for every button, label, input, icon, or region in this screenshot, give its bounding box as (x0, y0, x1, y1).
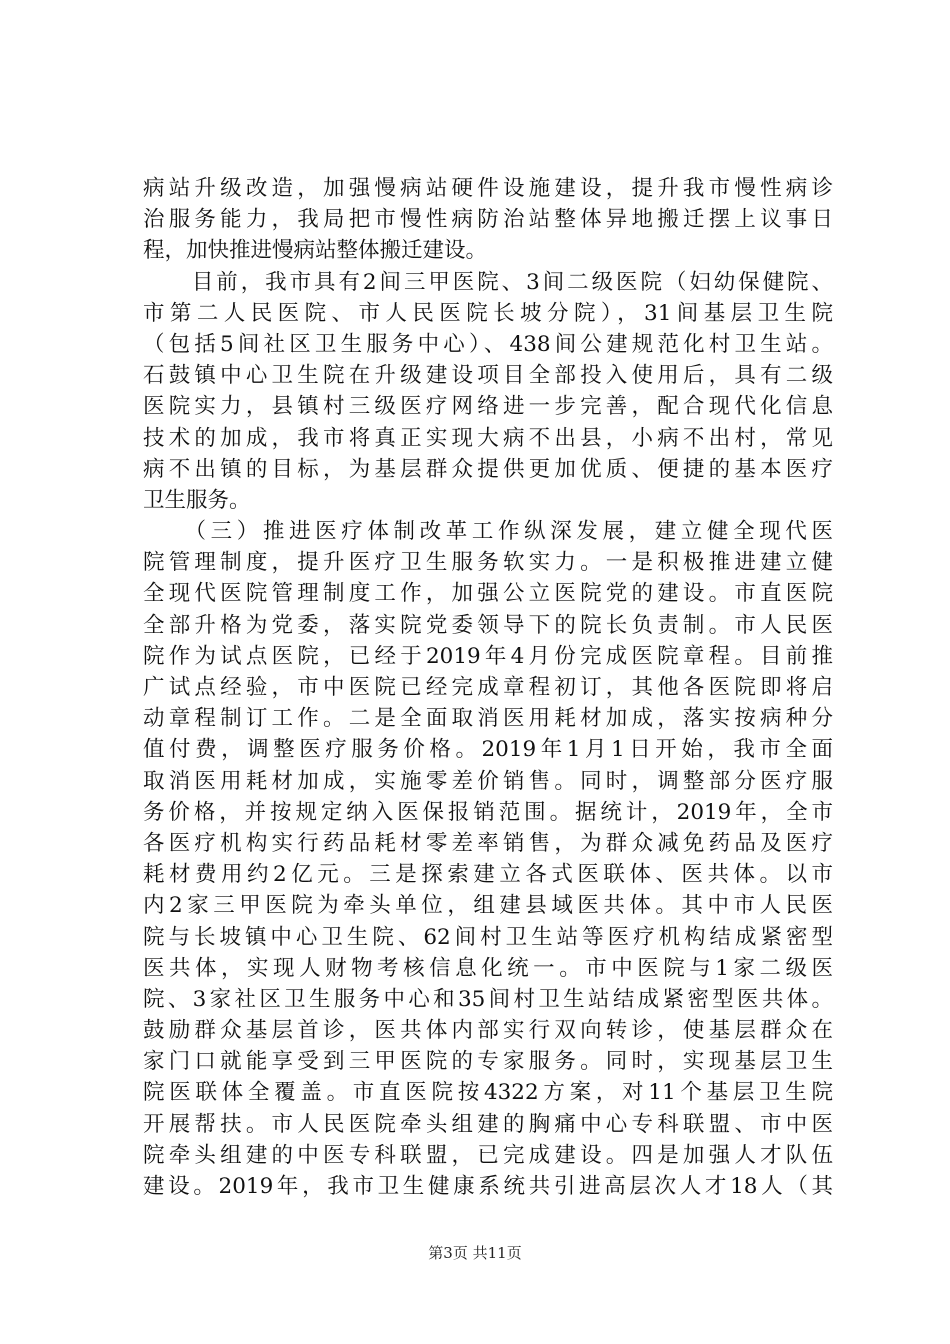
text-line: 石鼓镇中心卫生院在升级建设项目全部投入使用后，具有二级 (143, 363, 833, 389)
text-line: 务价格，并按规定纳入医保报销范围。据统计，2019年，全市 (143, 799, 833, 825)
text-line: 内2家三甲医院为牵头单位，组建县域医共体。其中市人民医 (143, 893, 833, 919)
text-line: 院管理制度，提升医疗卫生服务软实力。一是积极推进建立健 (143, 550, 833, 576)
text-line: 值付费，调整医疗服务价格。2019年1月1日开始，我市全面 (143, 737, 833, 763)
text-line: 院、3家社区卫生服务中心和35间村卫生站结成紧密型医共体。 (143, 986, 833, 1012)
text-line: 医院实力，县镇村三级医疗网络进一步完善，配合现代化信息 (143, 394, 833, 420)
text-line: 目前，我市具有2间三甲医院、3间二级医院（妇幼保健院、 (143, 269, 833, 295)
text-line: 全现代医院管理制度工作，加强公立医院党的建设。市直医院 (143, 581, 833, 607)
text-line: 院牵头组建的中医专科联盟，已完成建设。四是加强人才队伍 (143, 1142, 833, 1168)
text-line: 全部升格为党委，落实院党委领导下的院长负责制。市人民医 (143, 612, 833, 638)
page-number: 第3页 共11页 (428, 1244, 522, 1262)
text-line: 技术的加成，我市将真正实现大病不出县，小病不出村，常见 (143, 425, 833, 451)
text-line: 治服务能力，我局把市慢性病防治站整体异地搬迁摆上议事日 (143, 207, 833, 233)
text-line: 院与长坡镇中心卫生院、62间村卫生站等医疗机构结成紧密型 (143, 924, 833, 950)
text-line: 耗材费用约2亿元。三是探索建立各式医联体、医共体。以市 (143, 862, 833, 888)
text-line: 卫生服务。 (143, 487, 251, 513)
text-line: 建设。2019年，我市卫生健康系统共引进高层次人才18人（其 (143, 1174, 833, 1199)
text-line: 病不出镇的目标，为基层群众提供更加优质、便捷的基本医疗 (143, 456, 833, 482)
text-line: 病站升级改造，加强慢病站硬件设施建设，提升我市慢性病诊 (143, 176, 833, 201)
text-line: 医共体，实现人财物考核信息化统一。市中医院与1家二级医 (143, 955, 833, 981)
text-line: 取消医用耗材加成，实施零差价销售。同时，调整部分医疗服 (143, 768, 833, 794)
text-line: 广试点经验，市中医院已经完成章程初订，其他各医院即将启 (143, 675, 833, 700)
text-line: 家门口就能享受到三甲医院的专家服务。同时，实现基层卫生 (143, 1049, 833, 1075)
text-line: 院医联体全覆盖。市直医院按4322方案，对11个基层卫生院 (143, 1080, 833, 1106)
text-line: 动章程制订工作。二是全面取消医用耗材加成，落实按病种分 (143, 706, 833, 732)
text-line: 各医疗机构实行药品耗材零差率销售，为群众减免药品及医疗 (143, 830, 833, 856)
text-line: 鼓励群众基层首诊，医共体内部实行双向转诊，使基层群众在 (143, 1018, 833, 1044)
text-line: 院作为试点医院，已经于2019年4月份完成医院章程。目前推 (143, 643, 833, 669)
text-line: （包括5间社区卫生服务中心）、438间公建规范化村卫生站。 (143, 331, 833, 357)
text-line: 市第二人民医院、市人民医院长坡分院），31间基层卫生院 (143, 300, 833, 326)
text-line: 程，加快推进慢病站整体搬迁建设。 (143, 238, 488, 264)
text-line: 开展帮扶。市人民医院牵头组建的胸痛中心专科联盟、市中医 (143, 1111, 833, 1137)
text-line: （三）推进医疗体制改革工作纵深发展，建立健全现代医 (143, 519, 833, 545)
document-body (143, 173, 833, 1202)
page-footer (0, 1243, 950, 1263)
